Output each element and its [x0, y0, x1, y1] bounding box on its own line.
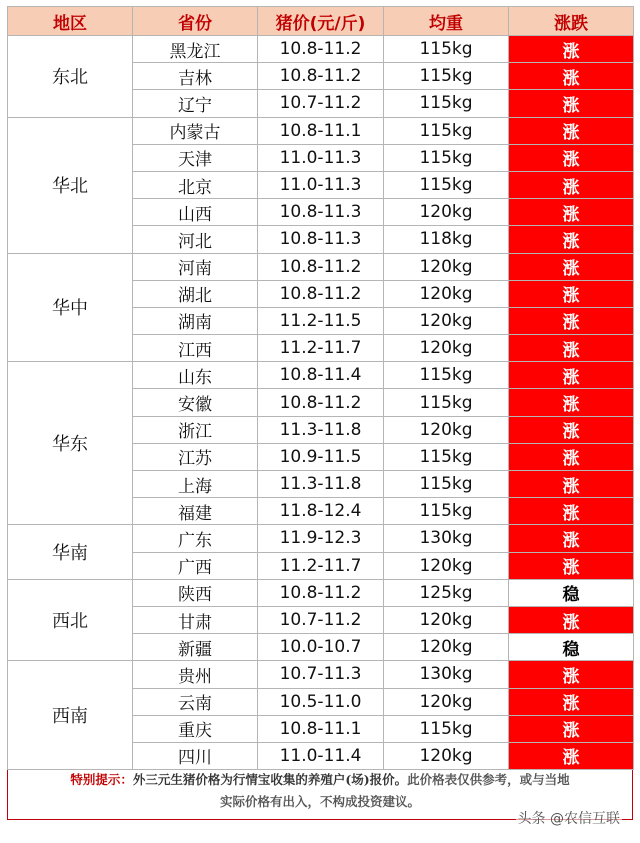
- price-cell: 10.7-11.2: [258, 90, 384, 117]
- trend-cell: 涨: [509, 498, 634, 525]
- price-cell: 10.8-11.1: [258, 117, 384, 144]
- price-cell: 10.8-11.4: [258, 362, 384, 389]
- province-cell: 陕西: [133, 579, 258, 606]
- region-cell: 东北: [8, 36, 133, 118]
- trend-cell: 涨: [509, 416, 634, 443]
- header-weight: 均重: [384, 7, 509, 36]
- province-cell: 河北: [133, 226, 258, 253]
- province-cell: 江苏: [133, 443, 258, 470]
- weight-cell: 120kg: [384, 307, 509, 334]
- province-cell: 辽宁: [133, 90, 258, 117]
- header-price: 猪价(元/斤): [258, 7, 384, 36]
- weight-cell: 120kg: [384, 742, 509, 769]
- weight-cell: 115kg: [384, 498, 509, 525]
- trend-cell: 涨: [509, 335, 634, 362]
- table-row: [8, 117, 634, 144]
- price-cell: 11.0-11.3: [258, 171, 384, 198]
- watermark: 头条 @农信互联: [516, 808, 622, 828]
- weight-cell: 115kg: [384, 715, 509, 742]
- price-cell: 10.8-11.3: [258, 226, 384, 253]
- trend-cell: 涨: [509, 171, 634, 198]
- price-cell: 11.0-11.3: [258, 144, 384, 171]
- trend-cell: 涨: [509, 199, 634, 226]
- trend-cell: 涨: [509, 36, 634, 63]
- province-cell: 北京: [133, 171, 258, 198]
- price-cell: 10.8-11.2: [258, 579, 384, 606]
- special-note: [12, 769, 628, 813]
- table-row: [8, 253, 634, 280]
- weight-cell: 115kg: [384, 389, 509, 416]
- trend-cell: 涨: [509, 117, 634, 144]
- province-cell: 湖北: [133, 280, 258, 307]
- weight-cell: 120kg: [384, 416, 509, 443]
- weight-cell: 120kg: [384, 199, 509, 226]
- note-line1: 外三元生猪价格为行情宝收集的养殖户(场)报价。: [132, 772, 408, 787]
- weight-cell: 115kg: [384, 63, 509, 90]
- region-cell: 华中: [8, 253, 133, 362]
- note-label: 特别提示：: [70, 772, 133, 787]
- table-row: [8, 661, 634, 688]
- weight-cell: 118kg: [384, 226, 509, 253]
- province-cell: 内蒙古: [133, 117, 258, 144]
- trend-cell: 涨: [509, 715, 634, 742]
- price-cell: 10.7-11.3: [258, 661, 384, 688]
- price-cell: 10.8-11.1: [258, 715, 384, 742]
- province-cell: 浙江: [133, 416, 258, 443]
- province-cell: 湖南: [133, 307, 258, 334]
- price-cell: 11.2-11.7: [258, 335, 384, 362]
- province-cell: 贵州: [133, 661, 258, 688]
- weight-cell: 115kg: [384, 36, 509, 63]
- province-cell: 山东: [133, 362, 258, 389]
- trend-cell: 涨: [509, 63, 634, 90]
- note-line1-rest: 此价格表仅供参考，或与当地: [407, 772, 570, 787]
- region-cell: 华北: [8, 117, 133, 253]
- price-cell: 11.9-12.3: [258, 525, 384, 552]
- province-cell: 四川: [133, 742, 258, 769]
- table-body: [8, 36, 634, 770]
- table-row: [8, 579, 634, 606]
- region-cell: 西南: [8, 661, 133, 770]
- trend-cell: 涨: [509, 90, 634, 117]
- weight-cell: 120kg: [384, 688, 509, 715]
- province-cell: 广西: [133, 552, 258, 579]
- province-cell: 云南: [133, 688, 258, 715]
- trend-cell: 涨: [509, 471, 634, 498]
- weight-cell: 115kg: [384, 90, 509, 117]
- region-cell: 华南: [8, 525, 133, 579]
- price-cell: 11.2-11.5: [258, 307, 384, 334]
- price-cell: 10.8-11.2: [258, 36, 384, 63]
- weight-cell: 115kg: [384, 171, 509, 198]
- province-cell: 吉林: [133, 63, 258, 90]
- weight-cell: 115kg: [384, 144, 509, 171]
- weight-cell: 115kg: [384, 362, 509, 389]
- weight-cell: 120kg: [384, 280, 509, 307]
- weight-cell: 115kg: [384, 471, 509, 498]
- header-region: 地区: [8, 7, 133, 36]
- province-cell: 河南: [133, 253, 258, 280]
- note-line2: 实际价格有出入，不构成投资建议。: [219, 794, 420, 809]
- province-cell: 甘肃: [133, 606, 258, 633]
- header-trend: 涨跌: [509, 7, 634, 36]
- weight-cell: 115kg: [384, 117, 509, 144]
- trend-cell: 涨: [509, 552, 634, 579]
- price-cell: 10.7-11.2: [258, 606, 384, 633]
- province-cell: 上海: [133, 471, 258, 498]
- trend-cell: 涨: [509, 661, 634, 688]
- trend-cell: 涨: [509, 144, 634, 171]
- price-cell: 10.8-11.2: [258, 63, 384, 90]
- trend-cell: 涨: [509, 280, 634, 307]
- weight-cell: 120kg: [384, 253, 509, 280]
- weight-cell: 130kg: [384, 525, 509, 552]
- province-cell: 山西: [133, 199, 258, 226]
- weight-cell: 120kg: [384, 634, 509, 661]
- trend-cell: 稳: [509, 634, 634, 661]
- price-cell: 11.3-11.8: [258, 416, 384, 443]
- province-cell: 重庆: [133, 715, 258, 742]
- province-cell: 黑龙江: [133, 36, 258, 63]
- trend-cell: 涨: [509, 742, 634, 769]
- price-cell: 10.0-10.7: [258, 634, 384, 661]
- price-cell: 11.2-11.7: [258, 552, 384, 579]
- pig-price-table: [7, 6, 634, 770]
- table-row: [8, 362, 634, 389]
- province-cell: 天津: [133, 144, 258, 171]
- price-cell: 11.0-11.4: [258, 742, 384, 769]
- province-cell: 新疆: [133, 634, 258, 661]
- header-province: 省份: [133, 7, 258, 36]
- province-cell: 江西: [133, 335, 258, 362]
- price-cell: 10.9-11.5: [258, 443, 384, 470]
- weight-cell: 120kg: [384, 335, 509, 362]
- table-row: [8, 525, 634, 552]
- price-cell: 10.8-11.2: [258, 253, 384, 280]
- province-cell: 广东: [133, 525, 258, 552]
- price-cell: 10.5-11.0: [258, 688, 384, 715]
- price-cell: 10.8-11.2: [258, 280, 384, 307]
- table-row: [8, 36, 634, 63]
- weight-cell: 130kg: [384, 661, 509, 688]
- weight-cell: 125kg: [384, 579, 509, 606]
- region-cell: 西北: [8, 579, 133, 661]
- price-cell: 10.8-11.2: [258, 389, 384, 416]
- trend-cell: 涨: [509, 253, 634, 280]
- trend-cell: 涨: [509, 688, 634, 715]
- province-cell: 福建: [133, 498, 258, 525]
- trend-cell: 涨: [509, 389, 634, 416]
- table-header-row: [8, 7, 634, 36]
- price-cell: 10.8-11.3: [258, 199, 384, 226]
- trend-cell: 涨: [509, 443, 634, 470]
- trend-cell: 涨: [509, 525, 634, 552]
- trend-cell: 涨: [509, 226, 634, 253]
- trend-cell: 涨: [509, 606, 634, 633]
- weight-cell: 120kg: [384, 606, 509, 633]
- weight-cell: 120kg: [384, 552, 509, 579]
- trend-cell: 涨: [509, 307, 634, 334]
- trend-cell: 稳: [509, 579, 634, 606]
- price-cell: 11.8-12.4: [258, 498, 384, 525]
- trend-cell: 涨: [509, 362, 634, 389]
- weight-cell: 115kg: [384, 443, 509, 470]
- region-cell: 华东: [8, 362, 133, 525]
- province-cell: 安徽: [133, 389, 258, 416]
- price-cell: 11.3-11.8: [258, 471, 384, 498]
